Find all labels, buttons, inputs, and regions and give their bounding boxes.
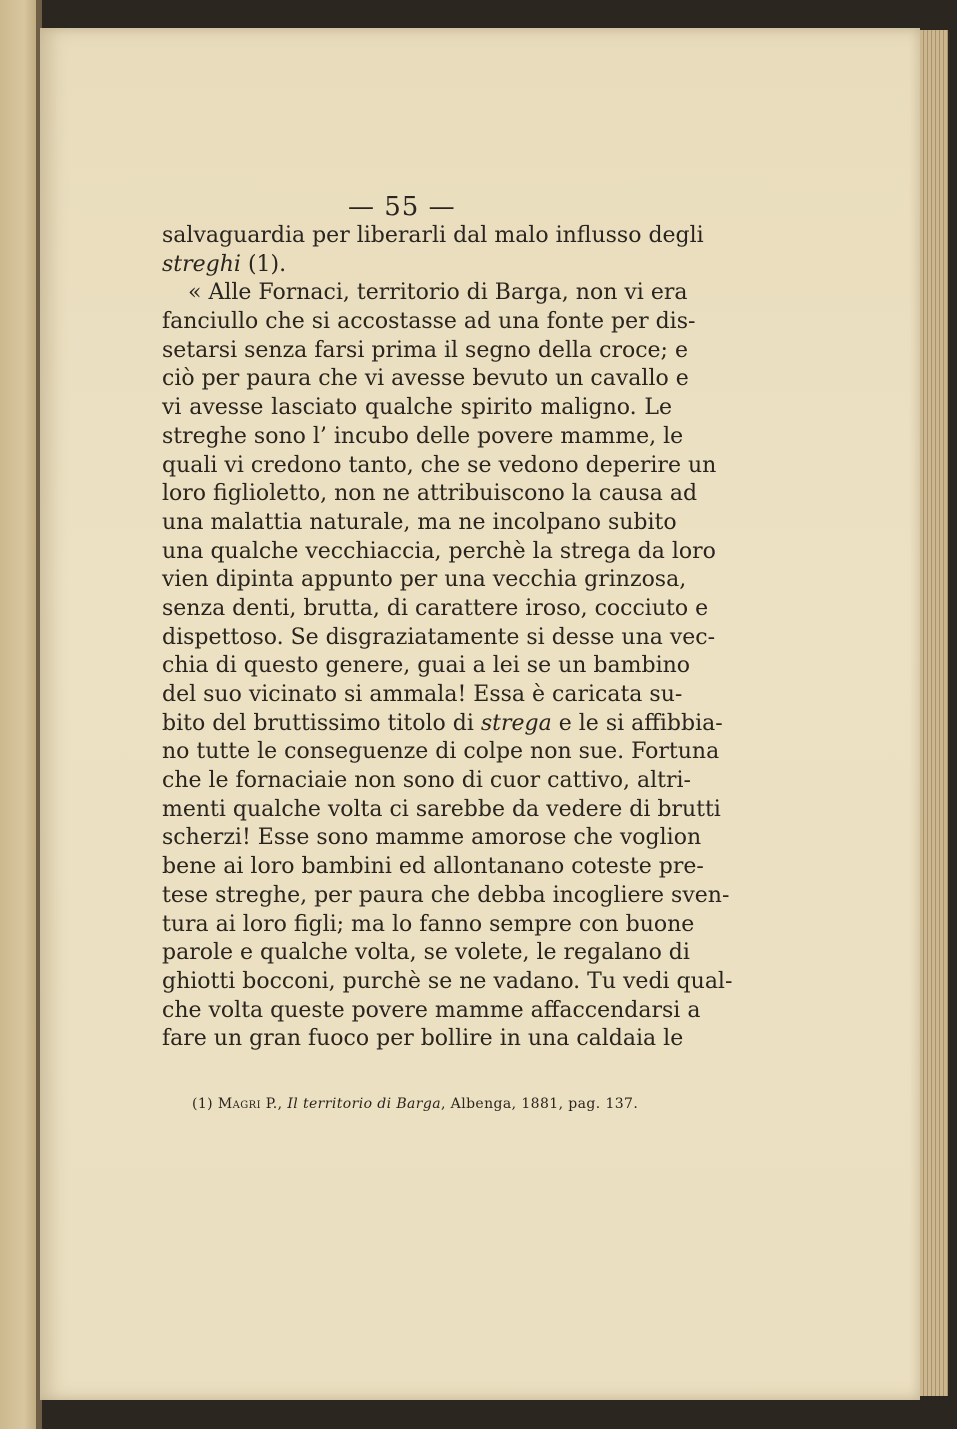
text-line: che volta queste povere mamme affaccendarsi a (162, 997, 701, 1023)
text-line: dispettoso. Se disgraziatamente si desse una vec- (162, 624, 716, 650)
text-line: tura ai loro figli; ma lo fanno sempre con buone (162, 911, 695, 937)
text-line: fanciullo che si accostasse ad una fonte per dis- (162, 309, 696, 335)
footnote-marker: (1) (192, 1096, 218, 1112)
text-line (162, 710, 723, 739)
text-line: vi avesse lasciato qualche spirito maligno. Le (162, 395, 672, 421)
footnote-title: Il territorio di Barga (287, 1096, 441, 1112)
text-line: streghe sono l’ incubo delle povere mamme, le (162, 423, 684, 449)
text-fragment: (1). (240, 251, 287, 277)
text-line: ghiotti bocconi, purchè se ne vadano. Tu vedi qual- (162, 968, 733, 994)
text-line: bene ai loro bambini ed allontanano coteste pre- (162, 854, 704, 880)
text-line: setarsi senza farsi prima il segno della croce; e (162, 337, 688, 363)
body-text (162, 222, 733, 1054)
text-line: senza denti, brutta, di carattere iroso, cocciuto e (162, 595, 709, 621)
text-line: salvaguardia per liberarli dal malo influsso degli (162, 223, 704, 248)
text-line: fare un gran fuoco per bollire in una caldaia le (162, 1026, 684, 1052)
text-line: « Alle Fornaci, territorio di Barga, non vi era (188, 280, 688, 306)
text-line: chia di questo genere, guai a lei se un bambino (162, 653, 691, 679)
text-line: menti qualche volta ci sarebbe da vedere di brutti (162, 796, 721, 822)
text-line: loro figlioletto, non ne attribuiscono la causa ad (162, 481, 698, 507)
text-line: del suo vicinato si ammala! Essa è caricata su- (162, 682, 683, 707)
text-line: no tutte le conseguenze di colpe non sue. Fortuna (162, 739, 720, 765)
left-page-edge (0, 0, 40, 1429)
text-line: scherzi! Esse sono mamme amorose che voglion (162, 825, 702, 851)
footnote-separator: , (277, 1096, 288, 1112)
text-fragment: bito del bruttissimo titolo di (162, 710, 481, 736)
footnote-author: Magri P. (217, 1096, 278, 1112)
text-line: una qualche vecchiaccia, perchè la strega da loro (162, 538, 716, 564)
text-line: una malattia naturale, ma ne incolpano subito (162, 509, 677, 535)
page-number: — 55 — (348, 192, 456, 222)
text-fragment: e le si affibbia- (551, 710, 723, 736)
text-line: tese streghe, per paura che debba incogliere sven- (162, 882, 730, 908)
text-line: parole e qualche volta, se volete, le regalano di (162, 940, 690, 966)
footnote-details: , Albenga, 1881, pag. 137. (440, 1096, 639, 1112)
text-line: ciò per paura che vi avesse bevuto un cavallo e (162, 366, 689, 392)
footnote (192, 1096, 642, 1112)
text-line: quali vi credono tanto, che se vedono deperire un (162, 452, 717, 478)
text-line (162, 251, 672, 280)
text-line: che le fornaciaie non sono di cuor cattivo, altri- (162, 768, 691, 794)
italic-word: strega (480, 710, 552, 736)
text-line: vien dipinta appunto per una vecchia grinzosa, (162, 567, 687, 593)
italic-word: streghi (162, 251, 241, 277)
